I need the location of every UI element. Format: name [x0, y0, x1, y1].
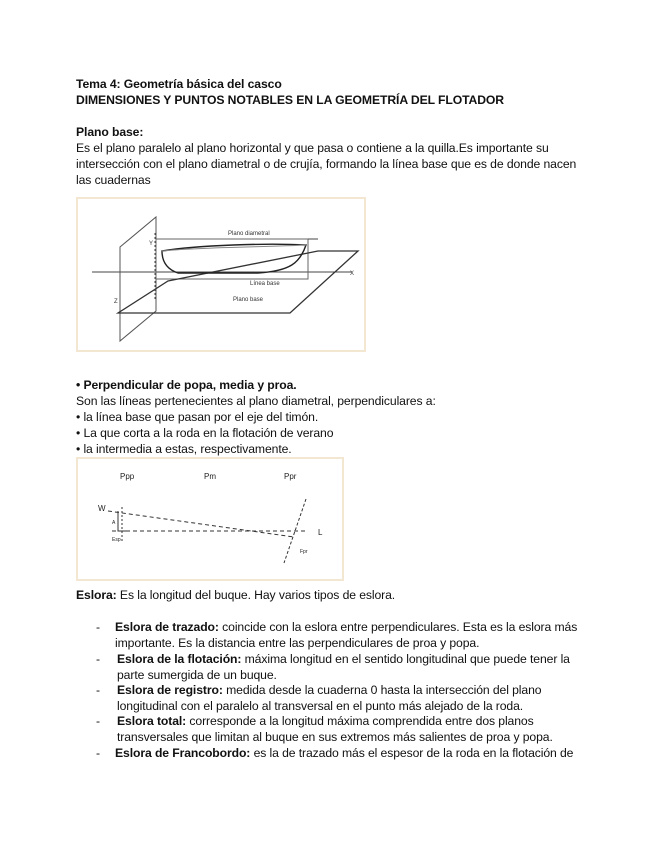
label-l: L [318, 528, 323, 537]
plano-transversal [120, 217, 156, 341]
label-z: Z [114, 299, 118, 305]
document-heading: DIMENSIONES Y PUNTOS NOTABLES EN LA GEOMETRÍA DEL FLOTADOR [76, 93, 505, 107]
eslora-trazado-term: Eslora de trazado: [115, 620, 219, 634]
eslora-francobordo-text-1: es la de trazado más el espesor de la roda en la flotación de [250, 746, 574, 760]
eslora-francobordo-line-1 [115, 745, 573, 761]
waterline-w [108, 511, 294, 537]
eslora-total-text-1: corresponde a la longitud máxima comprendida entre dos planos [186, 714, 534, 728]
label-plano-diametral: Plano diametral [228, 231, 270, 237]
eslora-item-bullet: - [96, 683, 101, 697]
perpendiculares-title: • Perpendicular de popa, media y proa. [76, 378, 297, 392]
plano-base-line-3: las cuadernas [76, 173, 151, 187]
label-ppp: Ppp [120, 472, 135, 481]
eslora-paragraph [76, 587, 395, 603]
label-pm: Pm [204, 472, 216, 481]
label-a: A [112, 520, 116, 526]
plano-base-line-2: intersección con el plano diametral o de crujía, formando la línea base que es de donde nacen [76, 157, 577, 171]
eslora-item-bullet: - [96, 620, 101, 634]
eslora-text: Es la longitud del buque. Hay varios tipos de eslora. [116, 588, 396, 602]
perpendiculares-line-4: • la intermedia a estas, respectivamente. [76, 442, 292, 456]
label-linea-base: Línea base [250, 281, 280, 287]
eslora-item-bullet: - [96, 714, 101, 728]
perpendiculares-line-3: • La que corta a la roda en la flotación de verano [76, 426, 334, 440]
figure-planos [76, 197, 366, 352]
plano-base-shape [118, 251, 358, 313]
eslora-item-bullet: - [96, 652, 101, 666]
eslora-registro-term: Eslora de registro: [117, 683, 223, 697]
plano-base-title: Plano base: [76, 125, 144, 139]
planos-diagram [78, 199, 364, 350]
label-w: W [98, 504, 106, 513]
label-ppr: Ppr [284, 472, 297, 481]
eslora-registro-line-1 [117, 682, 541, 698]
eslora-flotacion-text-1: máxima longitud en el sentido longitudinal que puede tener la [241, 652, 570, 666]
eslora-flotacion-line-1 [117, 651, 570, 667]
document-topic: Tema 4: Geometría básica del casco [76, 77, 282, 91]
perpendiculares-line-1: Son las líneas pertenecientes al plano diametral, perpendiculares a: [76, 394, 436, 408]
eslora-total-line-1 [117, 713, 534, 729]
plano-base-line-1: Es el plano paralelo al plano horizontal y que pasa o contiene a la quilla.Es importante su [76, 141, 549, 155]
eslora-item-bullet: - [96, 746, 101, 760]
label-x: X [350, 271, 355, 277]
eslora-trazado-text-1: coincide con la eslora entre perpendiculares. Esta es la eslora más [218, 620, 578, 634]
perpendiculares-diagram [78, 459, 342, 579]
label-esp: Esp [112, 537, 121, 543]
eslora-registro-line-2: longitudinal con el paralelo al transversal en el punto más alejado de la roda. [117, 699, 524, 713]
perpendiculares-line-2: • la línea base que pasan por el eje del timón. [76, 410, 319, 424]
eslora-total-line-2: transversales que limitan al buque en sus extremos más salientes de proa y popa. [117, 730, 553, 744]
label-fpr: Fpr [300, 549, 308, 555]
eslora-francobordo-term: Eslora de Francobordo: [115, 746, 251, 760]
hull-shape [162, 244, 306, 273]
label-y: Y [149, 241, 154, 247]
figure-perpendiculares [76, 457, 344, 581]
eslora-total-term: Eslora total: [117, 714, 187, 728]
eslora-flotacion-term: Eslora de la flotación: [117, 652, 242, 666]
eslora-trazado-line-1 [115, 619, 577, 635]
label-plano-base: Plano base [233, 297, 264, 303]
eslora-registro-text-1: medida desde la cuaderna 0 hasta la intersección del plano [222, 683, 542, 697]
eslora-title: Eslora: [76, 588, 117, 602]
eslora-flotacion-line-2: parte sumergida de un buque. [117, 668, 277, 682]
eslora-trazado-line-2: importante. Es la distancia entre las perpendiculares de proa y popa. [115, 636, 480, 650]
